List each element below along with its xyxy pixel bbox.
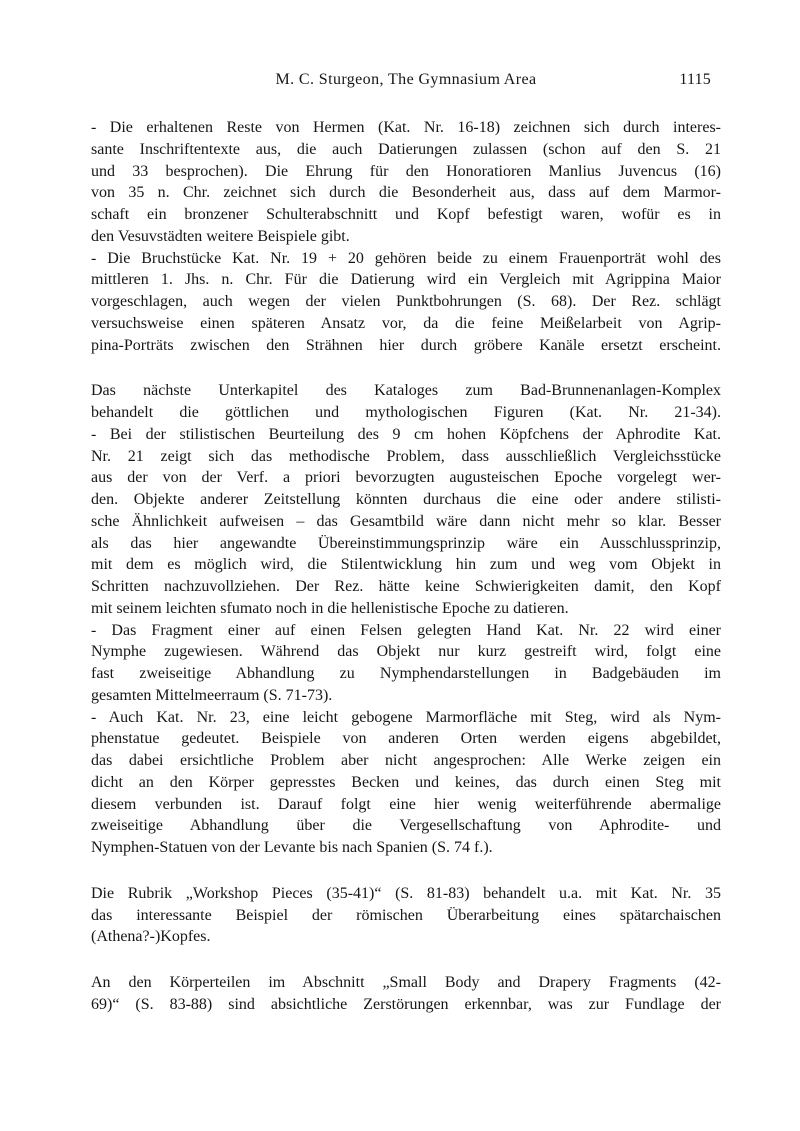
text-line: Das nächste Unterkapitel des Kataloges zum Bad-Brunnenanlagen-Komplex	[91, 382, 721, 400]
text-line: - Bei der stilistischen Beurteilung des 9 cm hohen Köpfchens der Aphrodite Kat.	[91, 425, 721, 443]
paragraph	[91, 424, 721, 620]
text-line: den Vesuvstädten weitere Beispiele gibt.	[91, 227, 350, 245]
text-line: Nymphe zugewiesen. Während das Objekt nur kurz gestreift wird, folgt eine	[91, 643, 721, 661]
paragraph	[91, 380, 721, 424]
text-line: pina-Porträts zwischen den Strähnen hier durch gröbere Kanäle ersetzt erscheint.	[91, 336, 721, 354]
text-line: versuchsweise einen späteren Ansatz vor, da die feine Meißelarbeit von Agrip-	[91, 314, 721, 332]
running-title: M. C. Sturgeon, The Gymnasium Area	[275, 71, 537, 88]
text-line: als das hier angewandte Übereinstimmungsprinzip wäre ein Ausschlussprinzip,	[91, 534, 721, 552]
text-line: Nymphen-Statuen von der Levante bis nach Spanien (S. 74 f.).	[91, 839, 493, 856]
paragraph	[91, 248, 721, 357]
text-line: behandelt die göttlichen und mythologischen Figuren (Kat. Nr. 21-34).	[91, 404, 721, 421]
text-line: An den Körperteilen im Abschnitt „Small Body and Drapery Fragments (42-	[91, 974, 721, 991]
text-line: phenstatue gedeutet. Beispiele von anderen Orten werden eigens abgebildet,	[91, 730, 721, 748]
text-line: mittleren 1. Jhs. n. Chr. Für die Datierung wird ein Vergleich mit Agrippina Maior	[91, 271, 721, 289]
paragraph	[91, 707, 721, 859]
text-line: und 33 besprochen). Die Ehrung für den Honoratioren Manlius Juvencus (16)	[91, 162, 721, 180]
page-header	[91, 71, 721, 93]
text-line: mit seinem leichten sfumato noch in die hellenistische Epoche zu datieren.	[91, 599, 569, 617]
text-line: (Athena?-)Kopfes.	[91, 928, 211, 946]
text-line: Schritten nachzuvollziehen. Der Rez. hätte keine Schwierigkeiten damit, den Kopf	[91, 578, 721, 595]
text-line: 69)“ (S. 83-88) sind absichtliche Zerstörungen erkennbar, was zur Fundlage der	[91, 995, 721, 1013]
text-line: schaft ein bronzener Schulterabschnitt und Kopf befestigt waren, wofür es in	[91, 206, 721, 223]
text-line: aus der von der Verf. a priori bevorzugten augusteischen Epoche vorgelegt wer-	[91, 469, 721, 487]
paragraph	[91, 883, 721, 948]
text-line: gesamten Mittelmeerraum (S. 71-73).	[91, 686, 333, 704]
text-line: das dabei ersichtliche Problem aber nicht angesprochen: Alle Werke zeigen ein	[91, 752, 721, 769]
text-line: Die Rubrik „Workshop Pieces (35-41)“ (S. 81-83) behandelt u.a. mit Kat. Nr. 35	[91, 884, 721, 902]
text-line: - Auch Kat. Nr. 23, eine leicht gebogene Marmorfläche mit Steg, wird als Nym-	[91, 708, 721, 726]
page-number: 1115	[679, 71, 711, 88]
text-line: - Die Bruchstücke Kat. Nr. 19 + 20 gehören beide zu einem Frauenporträt wohl des	[91, 249, 721, 267]
text-line: zweiseitige Abhandlung über die Vergesellschaftung von Aphrodite- und	[91, 817, 721, 835]
text-line: Nr. 21 zeigt sich das methodische Problem, dass ausschließlich Vergleichsstücke	[91, 447, 721, 465]
paragraph	[91, 620, 721, 707]
text-line: den. Objekte anderer Zeitstellung könnten durchaus die eine oder andere stilisti-	[91, 491, 721, 508]
text-line: von 35 n. Chr. zeichnet sich durch die Besonderheit aus, dass auf dem Marmor-	[91, 184, 721, 202]
text-line: mit dem es möglich wird, die Stilentwicklung hin zum und weg vom Objekt in	[91, 556, 721, 574]
text-line: sche Ähnlichkeit aufweisen – das Gesamtbild wäre dann nicht mehr so klar. Besser	[91, 512, 721, 530]
text-line: das interessante Beispiel der römischen Überarbeitung eines spätarchaischen	[91, 906, 721, 924]
text-line: sante Inschriftentexte aus, die auch Datierungen zulassen (schon auf den S. 21	[91, 140, 721, 158]
text-line: - Die erhaltenen Reste von Hermen (Kat. Nr. 16-18) zeichnen sich durch interes-	[91, 119, 721, 136]
page-body	[91, 117, 721, 1016]
paragraph	[91, 972, 721, 1016]
text-line: dicht an den Körper gepresstes Becken und keines, das durch einen Steg mit	[91, 773, 721, 791]
text-line: diesem verbunden ist. Darauf folgt eine hier wenig weiterführende abermalige	[91, 795, 721, 813]
text-line: fast zweiseitige Abhandlung zu Nymphendarstellungen in Badgebäuden im	[91, 665, 721, 682]
text-line: vorgeschlagen, auch wegen der vielen Punktbohrungen (S. 68). Der Rez. schlägt	[91, 293, 721, 310]
paragraph	[91, 117, 721, 248]
text-line: - Das Fragment einer auf einen Felsen gelegten Hand Kat. Nr. 22 wird einer	[91, 621, 721, 639]
